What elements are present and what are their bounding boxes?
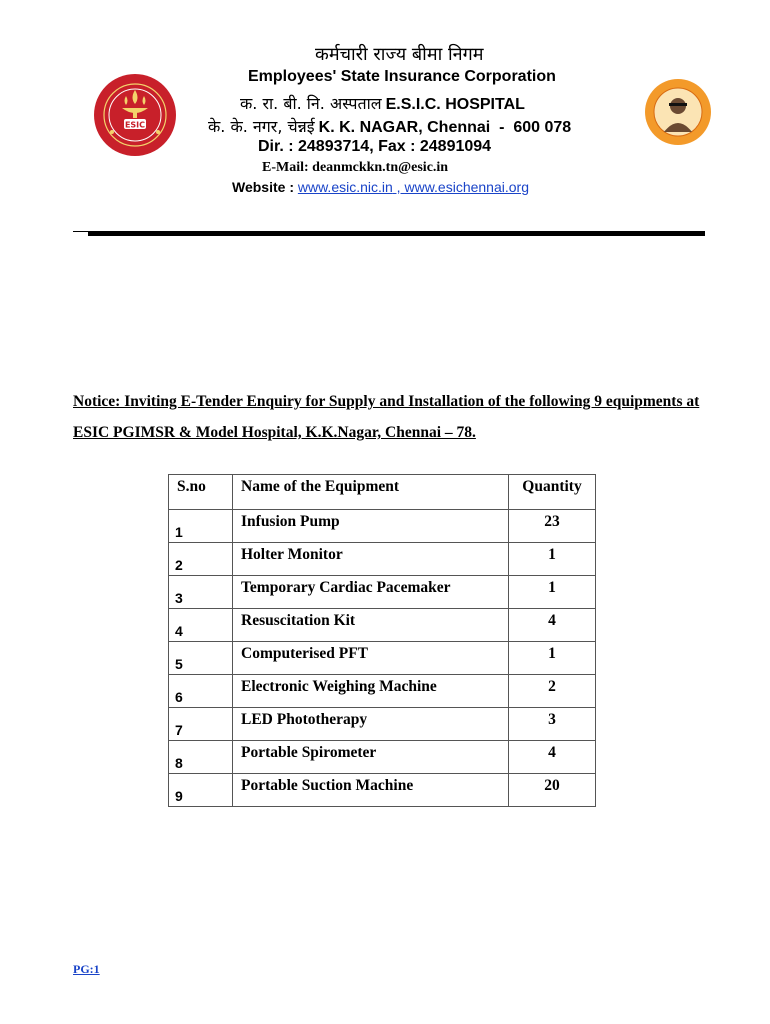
website-separator: , (392, 179, 405, 195)
quantity-cell: 20 (509, 774, 596, 807)
header-hindi-title: कर्मचारी राज्य बीमा निगम (315, 44, 484, 65)
table-row (169, 576, 596, 609)
header-rule (88, 231, 705, 236)
sno-cell: 4 (169, 609, 233, 642)
equipment-table (168, 474, 596, 807)
sno-cell: 3 (169, 576, 233, 609)
website-label: Website : (232, 179, 294, 195)
website-link-esichennai[interactable]: www.esichennai.org (404, 179, 529, 195)
equipment-name-cell: Portable Spirometer (233, 741, 509, 774)
quantity-cell: 2 (509, 675, 596, 708)
quantity-cell: 3 (509, 708, 596, 741)
hospital-hindi: क. रा. बी. नि. अस्पताल (240, 94, 382, 113)
sno-cell: 1 (169, 510, 233, 543)
sno-cell: 5 (169, 642, 233, 675)
address-english: K. K. NAGAR, Chennai - 600 078 (318, 119, 572, 136)
equipment-name-cell: Resuscitation Kit (233, 609, 509, 642)
notice-heading: Notice: Inviting E-Tender Enquiry for Supply and Installation of the following 9 equipments at ESIC PGIMSR & Model Hospital, K.K.Nagar, Chennai – 78. (73, 393, 700, 441)
sno-cell: 2 (169, 543, 233, 576)
table-row (169, 543, 596, 576)
quantity-cell: 4 (509, 609, 596, 642)
hospital-line (240, 92, 525, 114)
table-row (169, 642, 596, 675)
table-header-row (169, 475, 596, 510)
equipment-name-cell: Computerised PFT (233, 642, 509, 675)
hospital-english: E.S.I.C. HOSPITAL (385, 96, 525, 113)
table-row (169, 708, 596, 741)
equipment-name-cell: Portable Suction Machine (233, 774, 509, 807)
sno-cell: 8 (169, 741, 233, 774)
portrait-emblem (642, 76, 714, 148)
header-english-title: Employees' State Insurance Corporation (248, 68, 556, 85)
equipment-name-cell: Holter Monitor (233, 543, 509, 576)
quantity-cell: 4 (509, 741, 596, 774)
quantity-cell: 1 (509, 576, 596, 609)
header-sno: S.no (169, 475, 233, 510)
website-link-esic[interactable]: www.esic.nic.in (297, 179, 393, 195)
email-line: E-Mail: deanmckkn.tn@esic.in (262, 160, 449, 175)
page-number: PG:1 (73, 962, 100, 976)
address-line (208, 115, 571, 137)
sno-cell: 7 (169, 708, 233, 741)
sno-cell: 9 (169, 774, 233, 807)
table-row (169, 675, 596, 708)
header-quantity: Quantity (509, 475, 596, 510)
sno-cell: 6 (169, 675, 233, 708)
esic-logo (92, 72, 178, 158)
quantity-cell: 1 (509, 543, 596, 576)
quantity-cell: 23 (509, 510, 596, 543)
equipment-name-cell: Infusion Pump (233, 510, 509, 543)
quantity-cell: 1 (509, 642, 596, 675)
header-equipment-name: Name of the Equipment (233, 475, 509, 510)
equipment-name-cell: Electronic Weighing Machine (233, 675, 509, 708)
esic-logo-text: ESIC (124, 120, 146, 130)
table-row (169, 774, 596, 807)
equipment-name-cell: LED Phototherapy (233, 708, 509, 741)
dir-fax-line: Dir. : 24893714, Fax : 24891094 (258, 138, 492, 155)
table-row (169, 609, 596, 642)
website-line (232, 179, 529, 195)
address-hindi: के. के. नगर, चेन्नई (208, 117, 315, 136)
table-row (169, 510, 596, 543)
table-row (169, 741, 596, 774)
equipment-name-cell: Temporary Cardiac Pacemaker (233, 576, 509, 609)
